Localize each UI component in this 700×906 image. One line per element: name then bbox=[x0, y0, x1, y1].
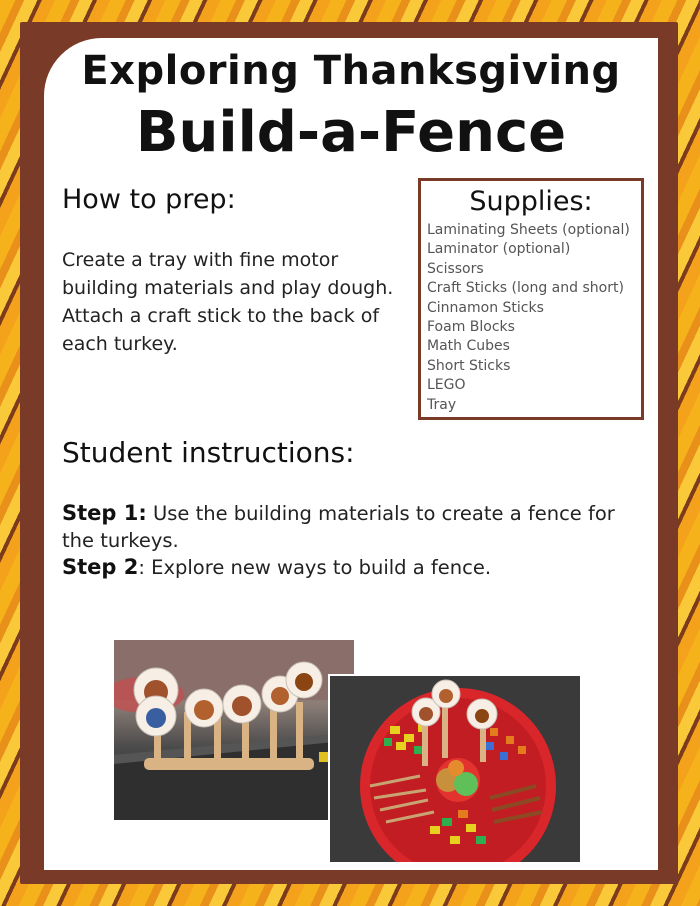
prep-heading: How to prep: bbox=[62, 184, 236, 215]
page-title-line2: Build-a-Fence bbox=[135, 100, 567, 165]
supply-item: Foam Blocks bbox=[427, 319, 515, 336]
steps-block bbox=[62, 500, 647, 581]
supply-item: Math Cubes bbox=[427, 338, 510, 355]
supply-item: Laminating Sheets (optional) bbox=[427, 222, 630, 238]
supply-item: Craft Sticks (long and short) bbox=[427, 280, 624, 297]
supply-item: Scissors bbox=[427, 260, 484, 277]
fence-photo-illustration bbox=[114, 640, 354, 820]
step-1-label: Step 1: bbox=[62, 501, 147, 525]
supply-item: Tray bbox=[427, 396, 457, 413]
step-2-text: : Explore new ways to build a fence. bbox=[138, 556, 492, 579]
step-1 bbox=[62, 500, 647, 554]
supplies-box bbox=[418, 178, 644, 420]
tray-photo-illustration bbox=[330, 676, 580, 862]
supply-item: Laminator (optional) bbox=[427, 241, 571, 258]
supplies-list bbox=[427, 221, 635, 415]
student-instructions-heading: Student instructions: bbox=[62, 436, 355, 469]
fence-photo bbox=[114, 640, 354, 820]
supply-item: Cinnamon Sticks bbox=[427, 299, 544, 316]
step-2 bbox=[62, 554, 647, 581]
step-1-text: Use the building materials to create a fence for the turkeys. bbox=[62, 502, 615, 552]
step-2-label: Step 2 bbox=[62, 555, 139, 579]
tray-photo bbox=[330, 676, 580, 862]
prep-text: Create a tray with fine motor building materials and play dough. Attach a craft stick to the back of each turkey. bbox=[62, 249, 394, 355]
page-title-line1: Exploring Thanksgiving bbox=[81, 48, 621, 94]
supplies-heading: Supplies: bbox=[469, 186, 593, 217]
supply-item: LEGO bbox=[427, 377, 466, 394]
supply-item: Short Sticks bbox=[427, 357, 511, 374]
